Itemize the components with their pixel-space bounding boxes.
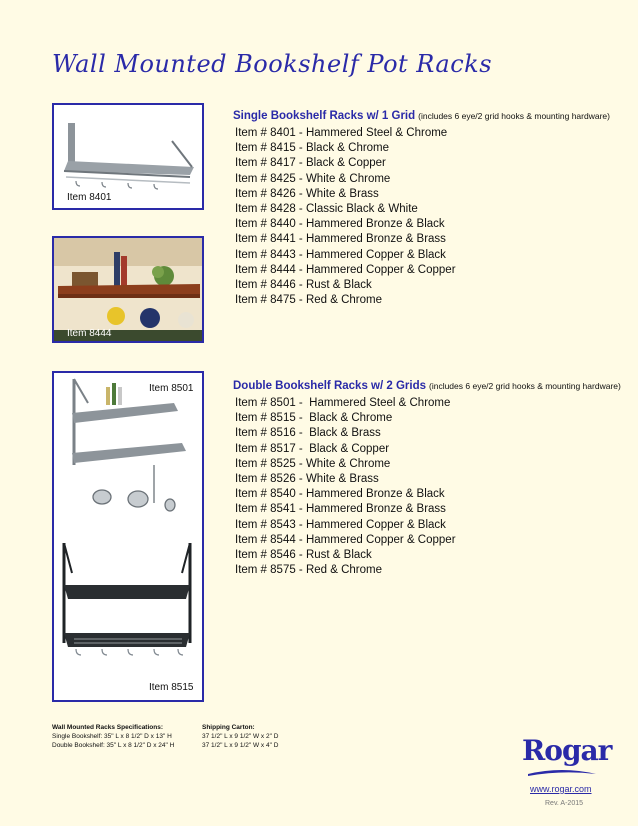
list-item: Item # 8444 - Hammered Copper & Copper — [235, 263, 456, 276]
photo-label-8515: Item 8515 — [149, 682, 194, 693]
list-item: Item # 8501 - Hammered Steel & Chrome — [235, 397, 451, 409]
photo-item-8444 — [52, 236, 204, 343]
double-rack-black-illustration — [54, 543, 202, 693]
single-heading-text: Single Bookshelf Racks w/ 1 Grid — [233, 110, 416, 122]
shipping-single: 37 1/2" L x 9 1/2" W x 2" D — [202, 733, 279, 740]
list-item: Item # 8541 - Hammered Bronze & Brass — [235, 503, 446, 516]
list-item: Item # 8515 - Black & Chrome — [235, 412, 393, 425]
double-rack-steel-illustration — [54, 373, 202, 533]
specs-heading: Wall Mounted Racks Specifications: — [52, 724, 164, 731]
double-heading-note: (includes 6 eye/2 grid hooks & mounting hardware) — [429, 381, 621, 391]
list-item: Item # 8525 - White & Chrome — [235, 457, 391, 470]
list-item: Item # 8441 - Hammered Bronze & Brass — [235, 233, 446, 246]
rogar-logo — [522, 734, 612, 780]
list-item: Item # 8426 - White & Brass — [235, 187, 379, 200]
shipping-double: 37 1/2" L x 9 1/2" W x 4" D — [202, 742, 279, 749]
list-item: Item # 8415 - Black & Chrome — [235, 142, 390, 155]
logo-text: Rogar — [522, 734, 612, 767]
photo-label-8444: Item 8444 — [67, 328, 112, 339]
page-title: Wall Mounted Bookshelf Pot Racks — [52, 50, 493, 78]
single-section-heading — [233, 110, 610, 122]
photo-item-double-racks — [52, 371, 204, 702]
list-item: Item # 8428 - Classic Black & White — [235, 202, 418, 215]
list-item: Item # 8446 - Rust & Black — [235, 278, 372, 291]
list-item: Item # 8516 - Black & Brass — [235, 427, 381, 440]
list-item: Item # 8475 - Red & Chrome — [235, 294, 383, 307]
list-item: Item # 8575 - Red & Chrome — [235, 564, 383, 577]
list-item: Item # 8443 - Hammered Copper & Black — [235, 248, 446, 261]
specs-single: Single Bookshelf: 35" L x 8 1/2" D x 13" H — [52, 733, 172, 740]
logo-swoosh-icon — [526, 768, 598, 778]
photo-item-8401 — [52, 103, 204, 210]
double-items-list — [235, 396, 456, 578]
list-item: Item # 8425 - White & Chrome — [235, 172, 391, 185]
list-item: Item # 8401 - Hammered Steel & Chrome — [235, 127, 448, 139]
list-item: Item # 8440 - Hammered Bronze & Black — [235, 218, 445, 231]
specifications-block — [52, 723, 174, 750]
double-section-heading — [233, 380, 621, 392]
list-item: Item # 8546 - Rust & Black — [235, 548, 372, 561]
revision-text: Rev. A-2015 — [545, 800, 584, 807]
photo-label-8401: Item 8401 — [67, 192, 112, 203]
list-item: Item # 8417 - Black & Copper — [235, 157, 386, 170]
list-item: Item # 8544 - Hammered Copper & Copper — [235, 533, 456, 546]
list-item: Item # 8540 - Hammered Bronze & Black — [235, 488, 445, 501]
double-heading-text: Double Bookshelf Racks w/ 2 Grids — [233, 380, 426, 392]
photo-label-8501: Item 8501 — [149, 383, 194, 394]
shipping-heading: Shipping Carton: — [202, 724, 255, 731]
specs-double: Double Bookshelf: 35" L x 8 1/2" D x 24" H — [52, 742, 175, 749]
single-items-list — [235, 126, 456, 308]
website-link[interactable]: www.rogar.com — [530, 784, 592, 794]
list-item: Item # 8526 - White & Brass — [235, 472, 379, 485]
copper-rack-kitchen-illustration — [54, 238, 202, 341]
list-item: Item # 8517 - Black & Copper — [235, 442, 390, 455]
shipping-block — [202, 723, 278, 750]
single-heading-note: (includes 6 eye/2 grid hooks & mounting hardware) — [418, 111, 610, 121]
list-item: Item # 8543 - Hammered Copper & Black — [235, 518, 446, 531]
